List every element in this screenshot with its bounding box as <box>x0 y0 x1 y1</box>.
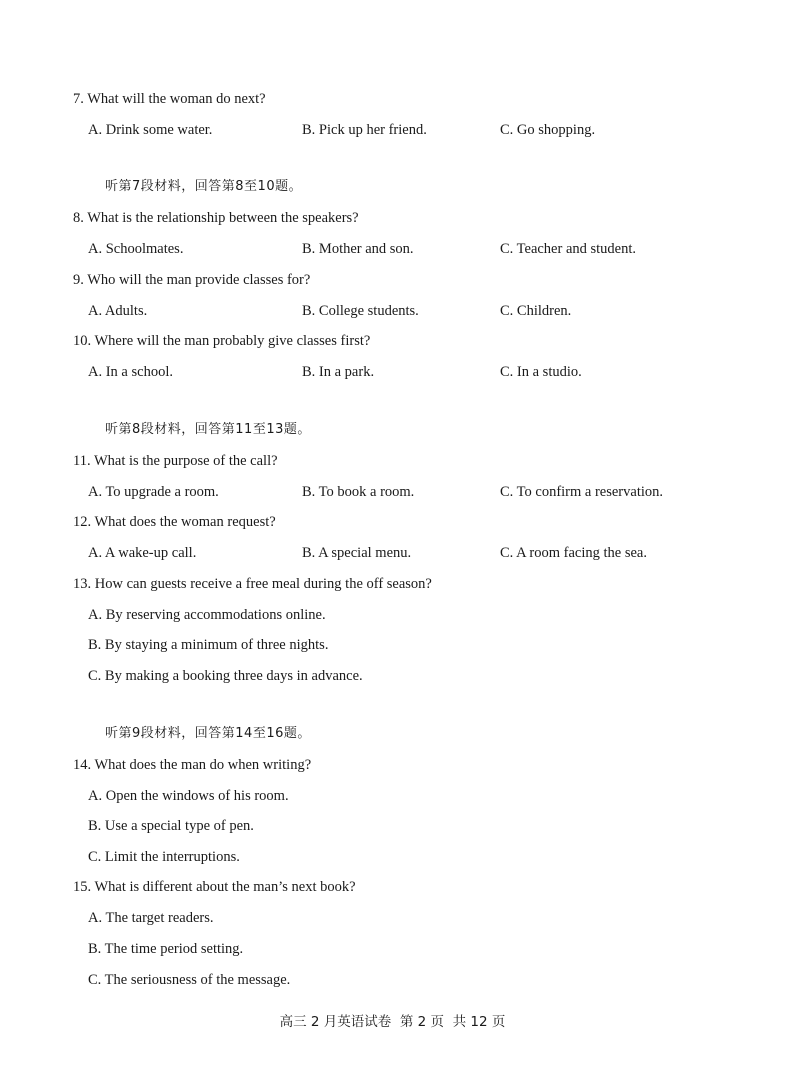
question-14-option-c: C. Limit the interruptions. <box>88 849 240 865</box>
question-15-option-c: C. The seriousness of the message. <box>88 972 291 988</box>
question-9-option-a: A. Adults. <box>88 303 148 319</box>
question-15: 15. What is different about the man’s next book? <box>73 879 356 895</box>
question-13-option-c: C. By making a booking three days in advance. <box>88 668 363 684</box>
question-13: 13. How can guests receive a free meal during the off season? <box>73 576 432 592</box>
question-7-option-c: C. Go shopping. <box>500 122 596 138</box>
question-12-option-a: A. A wake-up call. <box>88 545 197 561</box>
question-13-option-a: A. By reserving accommodations online. <box>88 607 326 623</box>
section-8-instruction: 听第8段材料，回答第11至13题。 <box>105 422 311 437</box>
question-14-option-b: B. Use a special type of pen. <box>88 818 254 834</box>
question-9-option-c: C. Children. <box>500 303 572 319</box>
question-15-option-b: B. The time period setting. <box>88 941 244 957</box>
question-13-option-b: B. By staying a minimum of three nights. <box>88 637 329 653</box>
question-11-option-c: C. To confirm a reservation. <box>500 484 664 500</box>
question-11: 11. What is the purpose of the call? <box>73 453 278 469</box>
section-7-instruction: 听第7段材料，回答第8至10题。 <box>105 179 303 194</box>
question-7: 7. What will the woman do next? <box>73 91 266 107</box>
question-9: 9. Who will the man provide classes for? <box>73 272 311 288</box>
question-11-option-b: B. To book a room. <box>302 484 415 500</box>
question-15-option-a: A. The target readers. <box>88 910 214 926</box>
question-10: 10. Where will the man probably give classes first? <box>73 333 371 349</box>
question-10-option-b: B. In a park. <box>302 364 375 380</box>
question-8-option-a: A. Schoolmates. <box>88 241 184 257</box>
question-14: 14. What does the man do when writing? <box>73 757 312 773</box>
question-12-option-c: C. A room facing the sea. <box>500 545 647 561</box>
question-8: 8. What is the relationship between the speakers? <box>73 210 359 226</box>
question-12-option-b: B. A special menu. <box>302 545 412 561</box>
question-10-option-c: C. In a studio. <box>500 364 582 380</box>
question-7-option-b: B. Pick up her friend. <box>302 122 427 138</box>
question-14-option-a: A. Open the windows of his room. <box>88 788 289 804</box>
question-9-option-b: B. College students. <box>302 303 419 319</box>
question-11-option-a: A. To upgrade a room. <box>88 484 219 500</box>
question-12: 12. What does the woman request? <box>73 514 276 530</box>
question-7-option-a: A. Drink some water. <box>88 122 213 138</box>
page-footer: 高三 2 月英语试卷 第 2 页 共 12 页 <box>279 1014 506 1030</box>
section-9-instruction: 听第9段材料，回答第14至16题。 <box>105 726 311 741</box>
question-8-option-b: B. Mother and son. <box>302 241 414 257</box>
question-8-option-c: C. Teacher and student. <box>500 241 637 257</box>
question-10-option-a: A. In a school. <box>88 364 173 380</box>
